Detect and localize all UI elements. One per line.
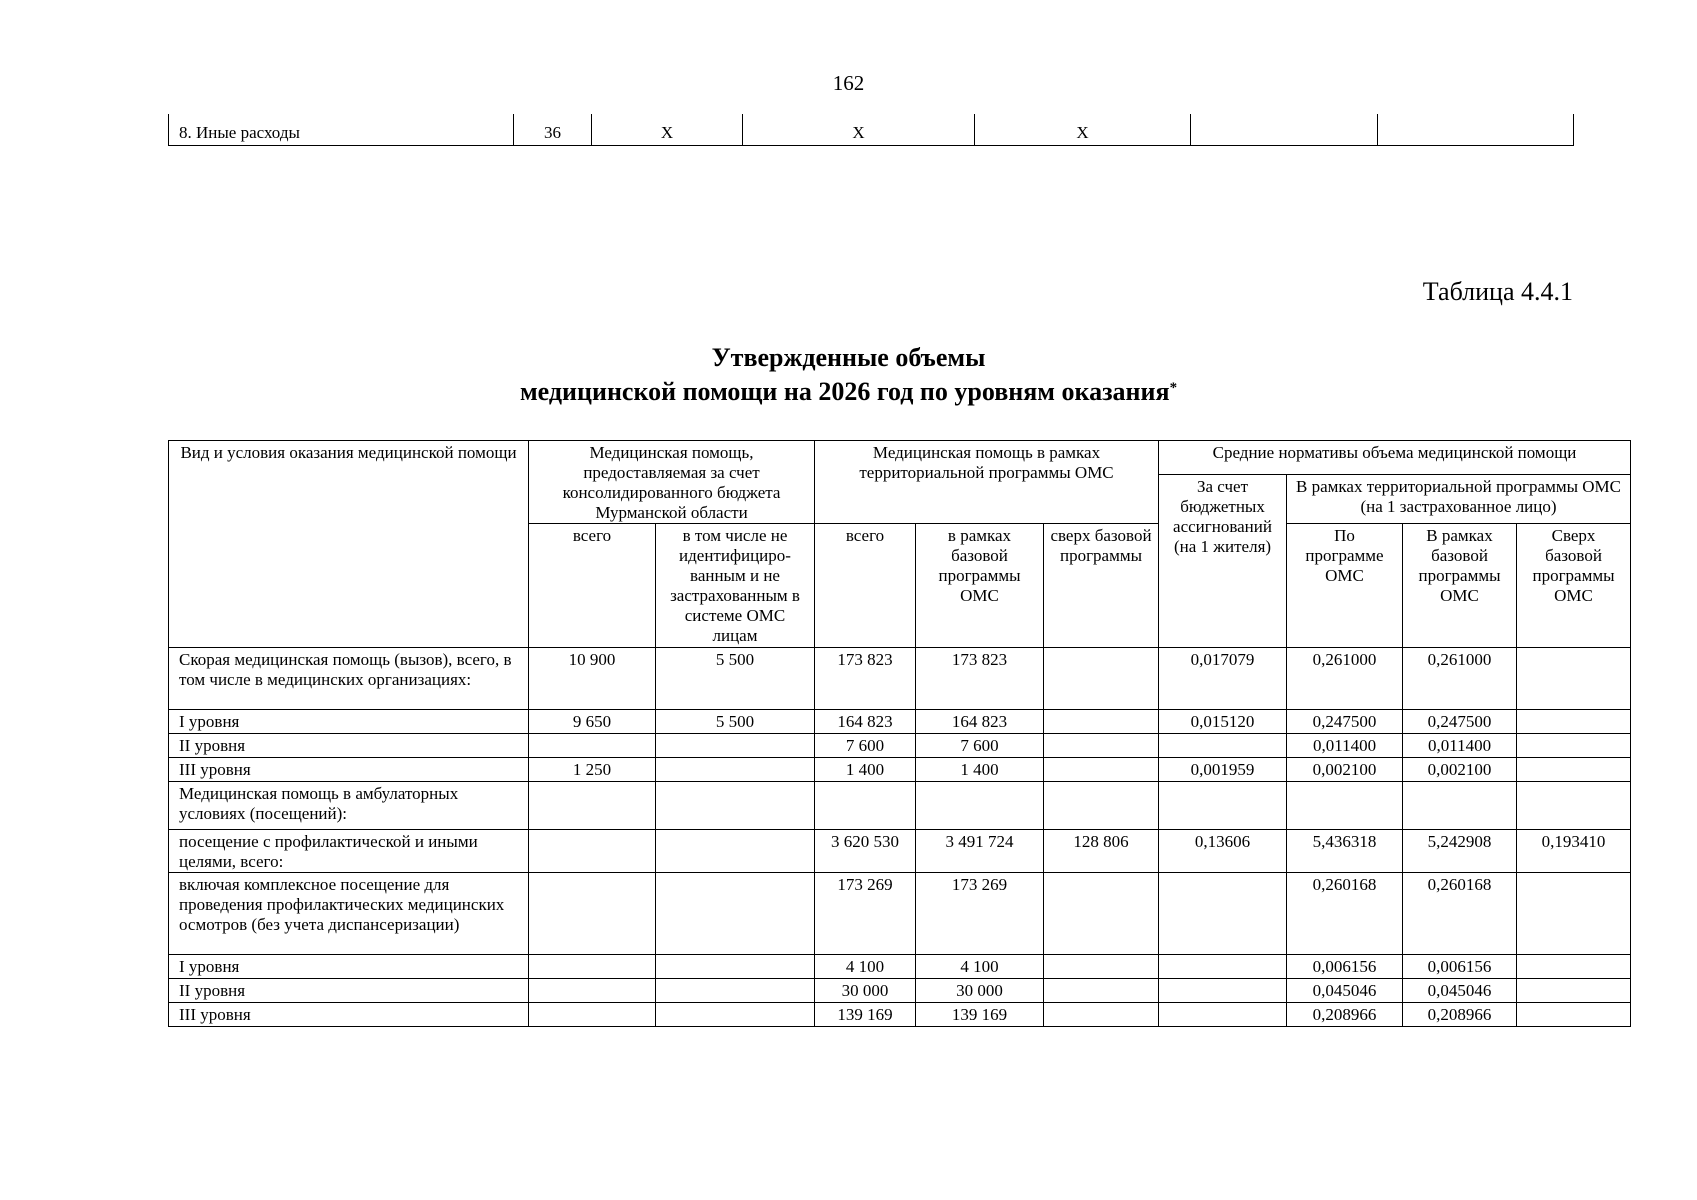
table-cell: 1 400 (916, 758, 1044, 782)
table-cell: 5 500 (656, 710, 815, 734)
row-label: посещение с профилактической и иными целями, всего: (169, 830, 529, 873)
header-oms-above: сверх базовой программы (1044, 524, 1159, 648)
table-cell (1044, 734, 1159, 758)
page-number: 162 (832, 71, 865, 95)
table-cell: 4 100 (815, 955, 916, 979)
table-cell (1159, 979, 1287, 1003)
row-label: II уровня (169, 979, 529, 1003)
header-norms-budget: За счет бюджетных ассигнований (на 1 жителя) (1159, 475, 1287, 648)
table-cell: 0,002100 (1403, 758, 1517, 782)
row-label: Медицинская помощь в амбулаторных условиях (посещений): (169, 782, 529, 830)
table-cell: 0,208966 (1403, 1003, 1517, 1027)
table-caption: Таблица 4.4.1 (1422, 277, 1573, 306)
table-cell (1517, 955, 1631, 979)
table-cell (1378, 114, 1574, 146)
table-cell (656, 782, 815, 830)
table-cell (1159, 873, 1287, 955)
table-cell: 0,002100 (1287, 758, 1403, 782)
table-cell: 0,247500 (1287, 710, 1403, 734)
row-label: Скорая медицинская помощь (вызов), всего, в том числе в медицинских организациях: (169, 648, 529, 710)
table-cell (1517, 873, 1631, 955)
header-norm-program: По программе ОМС (1287, 524, 1403, 648)
table-cell (656, 830, 815, 873)
table-row (169, 1003, 1631, 1027)
table-cell (1517, 734, 1631, 758)
table-cell: Х (743, 114, 975, 146)
table-cell: 0,247500 (1403, 710, 1517, 734)
table-cell (529, 873, 656, 955)
table-cell: 30 000 (916, 979, 1044, 1003)
table-cell (1044, 1003, 1159, 1027)
table-cell: 0,261000 (1403, 648, 1517, 710)
table-cell (1044, 782, 1159, 830)
table-cell: 0,011400 (1287, 734, 1403, 758)
table-cell (1159, 955, 1287, 979)
row-label: 8. Иные расходы (169, 114, 514, 146)
table-cell: 10 900 (529, 648, 656, 710)
table-cell (529, 979, 656, 1003)
table-cell: 0,017079 (1159, 648, 1287, 710)
table-cell: 4 100 (916, 955, 1044, 979)
row-label: III уровня (169, 1003, 529, 1027)
table-cell (1517, 648, 1631, 710)
table-cell (656, 1003, 815, 1027)
table-cell (1159, 734, 1287, 758)
header-oms-total: всего (815, 524, 916, 648)
table-cell (529, 830, 656, 873)
title-line-2 (0, 375, 1697, 409)
table-row (169, 782, 1631, 830)
table-cell: 173 269 (815, 873, 916, 955)
table-cell (656, 873, 815, 955)
table-cell: 0,001959 (1159, 758, 1287, 782)
table-cell: 0,261000 (1287, 648, 1403, 710)
table-cell (1044, 648, 1159, 710)
table-row (169, 873, 1631, 955)
table-row (169, 114, 1574, 146)
row-label: включая комплексное посещение для проведения профилактических медицинских осмотров (без учета диспансеризации) (169, 873, 529, 955)
table-cell: 164 823 (815, 710, 916, 734)
header-budget-total: всего (529, 524, 656, 648)
table-cell (529, 782, 656, 830)
table-cell: 164 823 (916, 710, 1044, 734)
title-line-1: Утвержденные объемы (711, 343, 986, 372)
table-cell (1159, 1003, 1287, 1027)
table-cell: 0,006156 (1403, 955, 1517, 979)
table-cell: 0,045046 (1287, 979, 1403, 1003)
header-norm-basic: В рамках базовой программы ОМС (1403, 524, 1517, 648)
table-cell: 5,242908 (1403, 830, 1517, 873)
table-cell (656, 758, 815, 782)
table-cell (1044, 758, 1159, 782)
table-cell: 7 600 (815, 734, 916, 758)
table-body (169, 648, 1631, 1027)
table-cell: 0,260168 (1287, 873, 1403, 955)
row-label: I уровня (169, 955, 529, 979)
table-cell: 5,436318 (1287, 830, 1403, 873)
row-label: III уровня (169, 758, 529, 782)
table-cell: 7 600 (916, 734, 1044, 758)
table-row (169, 734, 1631, 758)
table-cell (1044, 873, 1159, 955)
table-cell (1159, 782, 1287, 830)
continued-table-row (168, 114, 1574, 146)
table-cell (529, 955, 656, 979)
table-cell (1517, 782, 1631, 830)
table-cell: 1 400 (815, 758, 916, 782)
table-cell: 0,13606 (1159, 830, 1287, 873)
footnote-mark: * (1169, 380, 1178, 396)
table-cell: 0,193410 (1517, 830, 1631, 873)
header-norm-above: Сверх базовой программы ОМС (1517, 524, 1631, 648)
header-budget-group: Медицинская помощь, предоставляемая за счет консолидированного бюджета Мурманской области (529, 441, 815, 524)
table-cell (1044, 955, 1159, 979)
row-label: I уровня (169, 710, 529, 734)
table-cell (1287, 782, 1403, 830)
table-cell (1191, 114, 1378, 146)
table-cell (656, 734, 815, 758)
table-cell: 30 000 (815, 979, 916, 1003)
table-cell (656, 955, 815, 979)
table-row (169, 648, 1631, 710)
table-cell: 139 169 (916, 1003, 1044, 1027)
row-label: II уровня (169, 734, 529, 758)
table-cell: Х (592, 114, 743, 146)
table-cell: 173 823 (916, 648, 1044, 710)
table-cell: 139 169 (815, 1003, 916, 1027)
table-cell: 0,006156 (1287, 955, 1403, 979)
table-cell (916, 782, 1044, 830)
table-cell: 1 250 (529, 758, 656, 782)
table-cell: 173 269 (916, 873, 1044, 955)
header-type: Вид и условия оказания медицинской помощи (169, 441, 529, 648)
header-norms-oms-group: В рамках территориальной программы ОМС (на 1 застрахованное лицо) (1287, 475, 1631, 524)
table-cell: 0,011400 (1403, 734, 1517, 758)
table-cell (1517, 979, 1631, 1003)
table-cell (1044, 979, 1159, 1003)
table-cell: 3 620 530 (815, 830, 916, 873)
table-cell (1517, 710, 1631, 734)
table-cell (529, 734, 656, 758)
table-row (169, 758, 1631, 782)
table-cell (529, 1003, 656, 1027)
table-cell: 3 491 724 (916, 830, 1044, 873)
table-cell: 0,045046 (1403, 979, 1517, 1003)
header-row (169, 441, 1631, 475)
table-row (169, 955, 1631, 979)
title-line-2-text: медицинской помощи на 2026 год по уровням оказания (519, 377, 1170, 406)
table-cell: 128 806 (1044, 830, 1159, 873)
table-cell: 173 823 (815, 648, 916, 710)
table-cell: Х (975, 114, 1191, 146)
table-cell (1517, 1003, 1631, 1027)
table-cell: 0,208966 (1287, 1003, 1403, 1027)
table-cell (815, 782, 916, 830)
table-cell: 0,260168 (1403, 873, 1517, 955)
table-cell (1403, 782, 1517, 830)
table-row (169, 979, 1631, 1003)
table-cell: 36 (514, 114, 592, 146)
table-row (169, 830, 1631, 873)
table-cell: 5 500 (656, 648, 815, 710)
table-cell (1517, 758, 1631, 782)
table-row (169, 710, 1631, 734)
header-oms-basic: в рамках базовой программы ОМС (916, 524, 1044, 648)
table-title (0, 341, 1697, 409)
volumes-table (168, 440, 1631, 1027)
header-oms-group: Медицинская помощь в рамках территориальной программы ОМС (815, 441, 1159, 524)
table-cell (1044, 710, 1159, 734)
table-cell: 0,015120 (1159, 710, 1287, 734)
table-cell: 9 650 (529, 710, 656, 734)
header-budget-uninsured: в том числе не идентифициро-ванным и не застрахованным в системе ОМС лицам (656, 524, 815, 648)
header-norms-group: Средние нормативы объема медицинской помощи (1159, 441, 1631, 475)
table-cell (656, 979, 815, 1003)
